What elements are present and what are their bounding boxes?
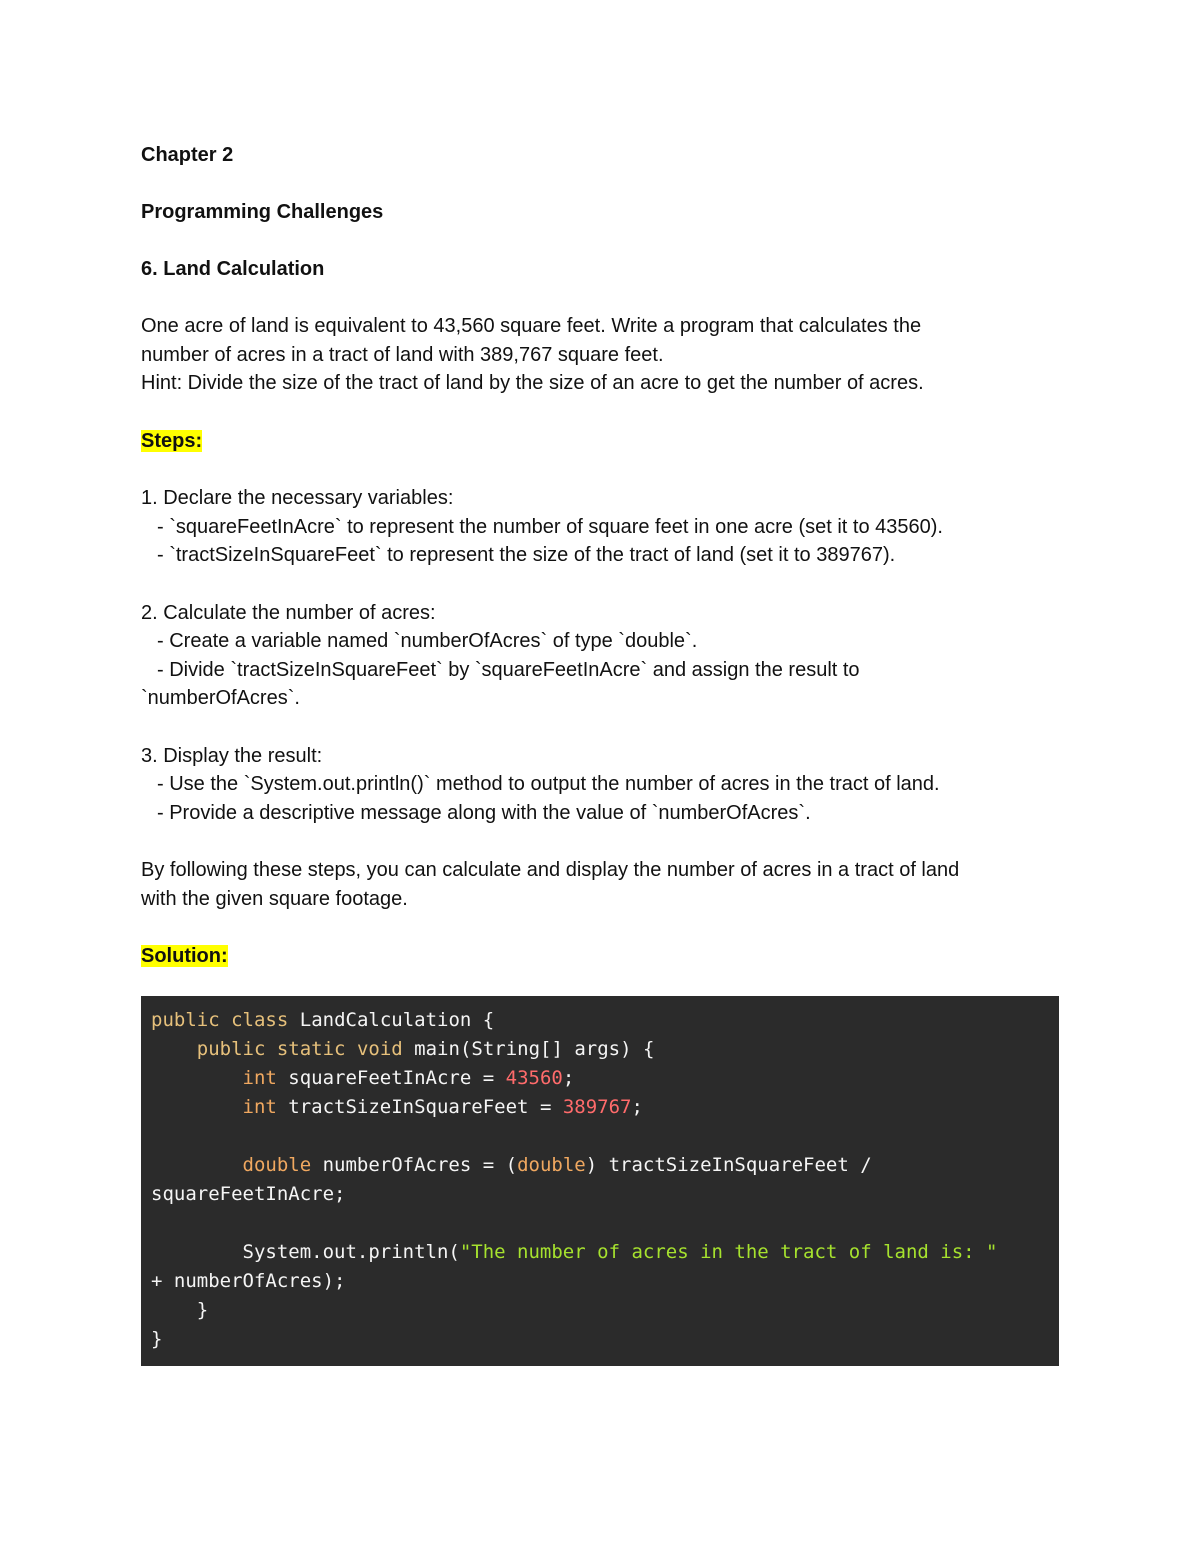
code-line bbox=[151, 1209, 1049, 1238]
conclusion-line: with the given square footage. bbox=[141, 887, 408, 910]
problem-title: 6. Land Calculation bbox=[141, 258, 325, 280]
intro-line: number of acres in a tract of land with 389,767 square feet. bbox=[141, 343, 664, 366]
step-title: 1. Declare the necessary variables: bbox=[141, 487, 454, 509]
conclusion-line: By following these steps, you can calculate and display the number of acres in a tract of land bbox=[141, 859, 960, 881]
code-line: } bbox=[196, 1299, 209, 1321]
intro-line: One acre of land is equivalent to 43,560 square feet. Write a program that calculates the bbox=[141, 315, 922, 337]
step-title: 3. Display the result: bbox=[141, 744, 323, 767]
step-item: - Create a variable named `numberOfAcres` of type `double`. bbox=[157, 630, 698, 652]
step-item: - Divide `tractSizeInSquareFeet` by `squareFeetInAcre` and assign the result to bbox=[157, 658, 860, 681]
code-line: int tractSizeInSquareFeet = 389767; bbox=[242, 1096, 643, 1118]
hint-line: Hint: Divide the size of the tract of land by the size of an acre to get the number of acres. bbox=[141, 372, 924, 394]
code-line: squareFeetInAcre; bbox=[151, 1183, 346, 1205]
step-title: 2. Calculate the number of acres: bbox=[141, 601, 436, 624]
code-line: + numberOfAcres); bbox=[151, 1270, 346, 1292]
step-item-continuation: `numberOfAcres`. bbox=[141, 687, 300, 709]
section-heading: Programming Challenges bbox=[141, 201, 384, 223]
document-page bbox=[141, 141, 1059, 971]
code-line: int squareFeetInAcre = 43560; bbox=[242, 1067, 575, 1089]
code-line: } bbox=[151, 1328, 163, 1350]
code-line: public static void main(String[] args) { bbox=[196, 1038, 655, 1060]
code-line bbox=[151, 1122, 1049, 1151]
steps-label: Steps: bbox=[141, 429, 203, 452]
code-line: public class LandCalculation { bbox=[151, 1009, 495, 1031]
solution-label: Solution: bbox=[141, 945, 228, 967]
step-item: - `tractSizeInSquareFeet` to represent the size of the tract of land (set it to 389767). bbox=[157, 544, 896, 566]
code-line: System.out.println("The number of acres in the tract of land is: " bbox=[242, 1241, 998, 1263]
code-line: double numberOfAcres = (double) tractSizeInSquareFeet / bbox=[242, 1154, 872, 1176]
step-item: - Use the `System.out.println()` method to output the number of acres in the tract of land. bbox=[157, 773, 940, 795]
step-item: - Provide a descriptive message along with the value of `numberOfAcres`. bbox=[157, 801, 811, 824]
code-block bbox=[141, 996, 1059, 1366]
step-item: - `squareFeetInAcre` to represent the number of square feet in one acre (set it to 43560). bbox=[157, 515, 943, 538]
chapter-heading: Chapter 2 bbox=[141, 144, 234, 166]
